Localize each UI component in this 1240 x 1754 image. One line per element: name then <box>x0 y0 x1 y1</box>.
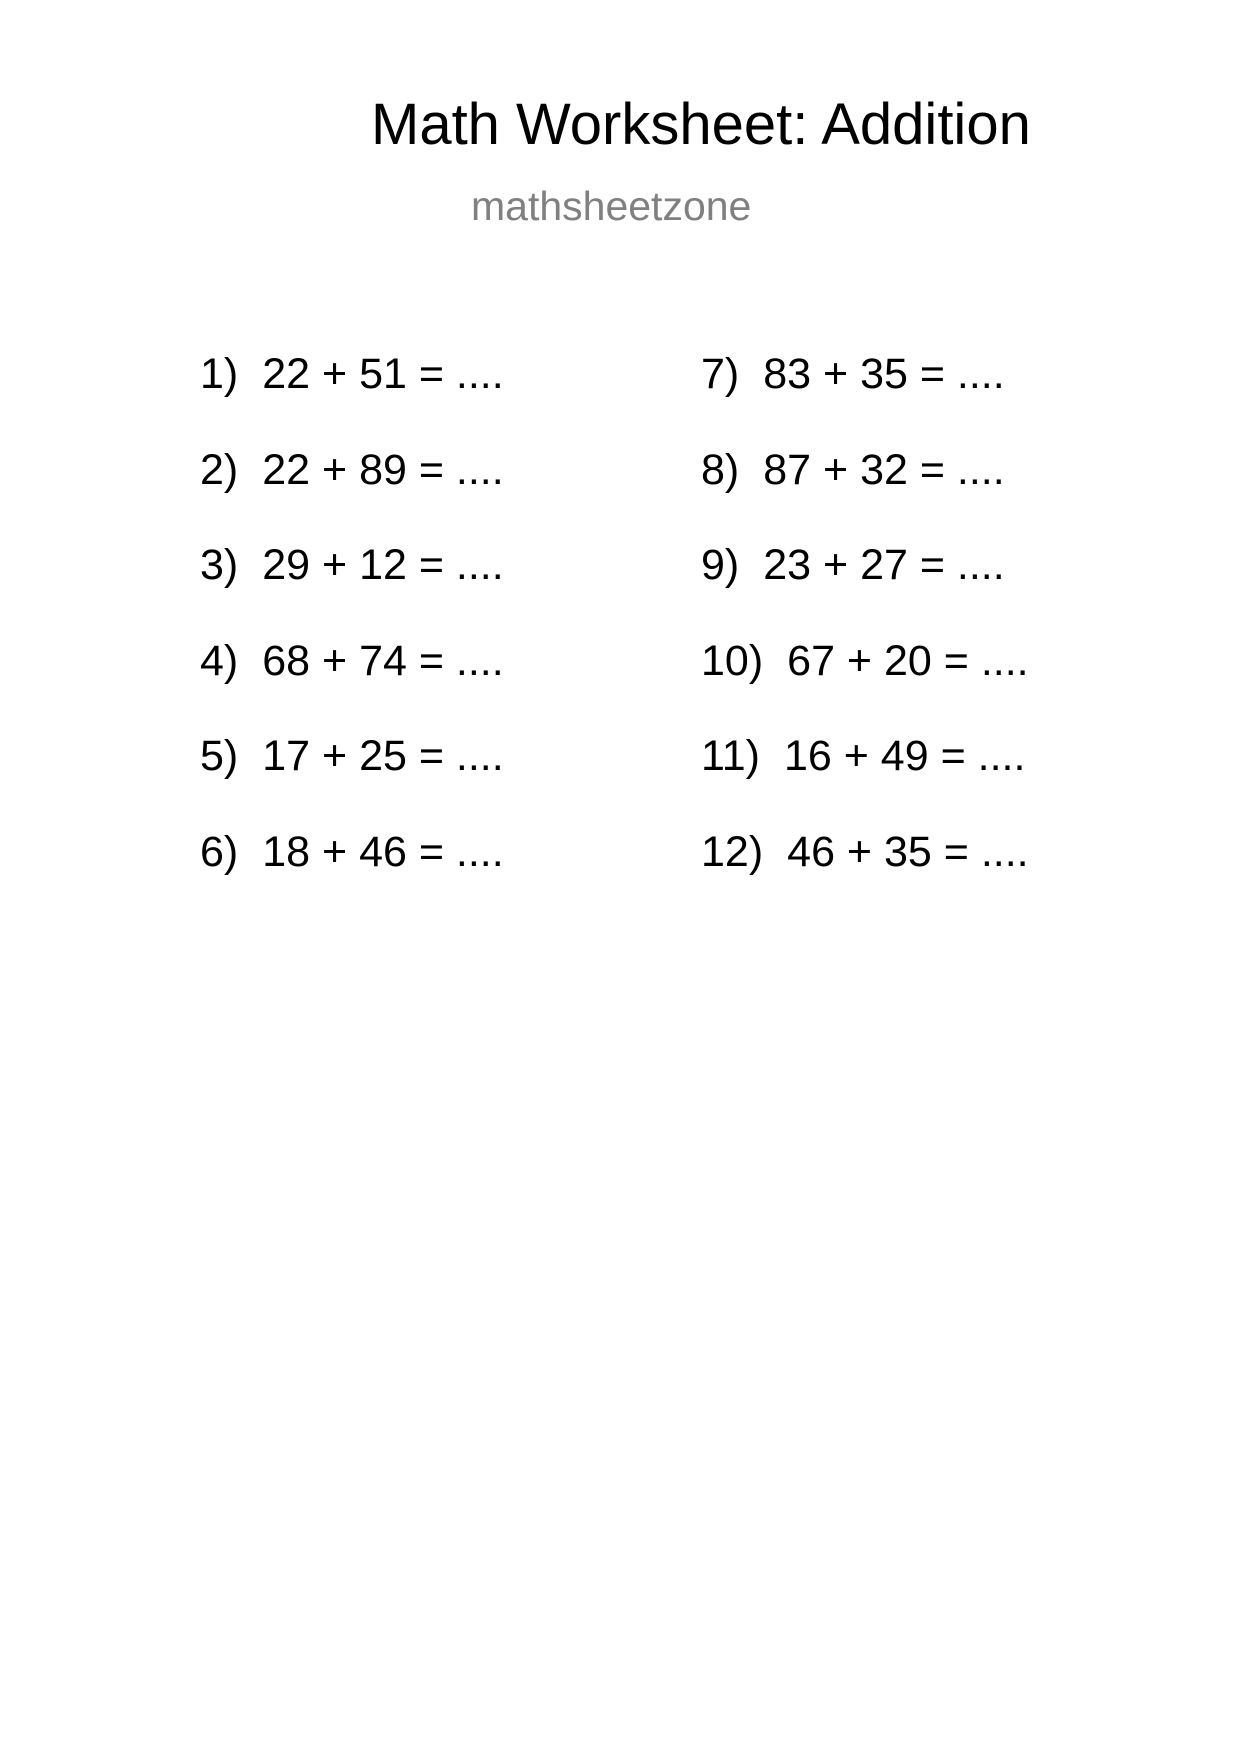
problem-number: 7) <box>701 350 740 398</box>
problem-expression: 23 + 27 = .... <box>763 541 1005 589</box>
site-name: mathsheetzone <box>471 183 752 229</box>
problem-expression: 18 + 46 = .... <box>262 827 504 876</box>
problem-column-right <box>701 350 1029 926</box>
problem-column-left <box>200 350 504 926</box>
problem-number: 12) <box>701 827 764 876</box>
problem-expression: 68 + 74 = .... <box>262 636 504 685</box>
problem-item <box>701 350 1029 449</box>
problem-item <box>200 541 504 640</box>
problem-number: 3) <box>200 541 239 589</box>
problem-item <box>701 541 1029 640</box>
problem-item <box>701 827 1029 927</box>
problem-number: 8) <box>701 445 740 494</box>
problem-number: 4) <box>200 636 239 685</box>
problem-number: 5) <box>200 732 239 780</box>
problem-item <box>200 445 504 545</box>
problem-expression: 83 + 35 = .... <box>763 350 1005 398</box>
problem-number: 10) <box>701 636 764 685</box>
problem-expression: 22 + 51 = .... <box>262 350 504 398</box>
problem-expression: 22 + 89 = .... <box>262 445 504 494</box>
problem-number: 11) <box>701 732 760 780</box>
problem-number: 9) <box>701 541 740 589</box>
problem-item <box>200 827 504 927</box>
problem-number: 2) <box>200 445 239 494</box>
problem-expression: 67 + 20 = .... <box>787 636 1029 685</box>
problem-item <box>701 636 1029 736</box>
problem-expression: 46 + 35 = .... <box>787 827 1029 876</box>
problem-item <box>200 350 504 449</box>
problem-item <box>701 732 1029 831</box>
problem-number: 1) <box>200 350 239 398</box>
problem-item <box>200 636 504 736</box>
page-title: Math Worksheet: Addition <box>371 92 1031 157</box>
problem-expression: 16 + 49 = .... <box>783 732 1026 780</box>
problem-expression: 17 + 25 = .... <box>262 732 504 780</box>
problem-expression: 87 + 32 = .... <box>763 445 1005 494</box>
problem-number: 6) <box>200 827 239 876</box>
problem-item <box>701 445 1029 545</box>
problem-expression: 29 + 12 = .... <box>262 541 504 589</box>
problem-item <box>200 732 504 831</box>
